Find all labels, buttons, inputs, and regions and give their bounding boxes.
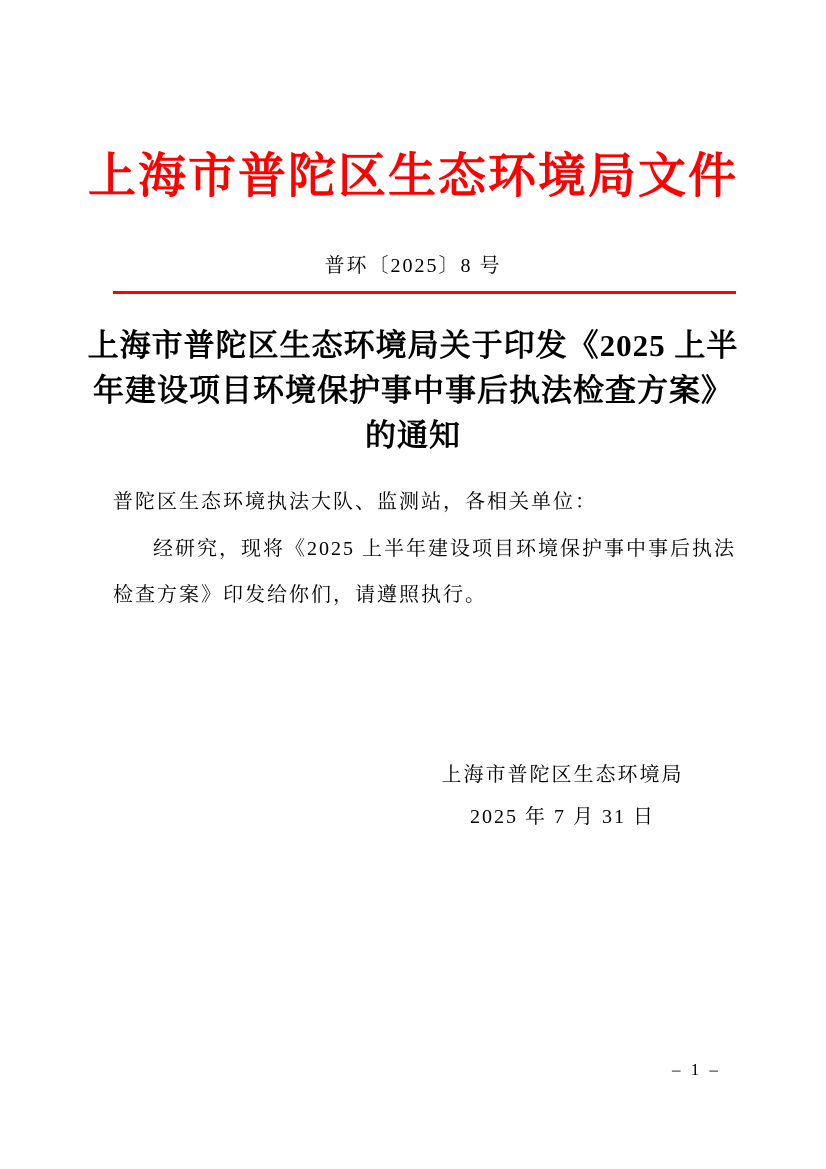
document-title <box>45 323 781 458</box>
doc-number: 普环〔2025〕8 号 <box>324 255 502 277</box>
document-title-line-3: 的通知 <box>365 418 461 453</box>
red-divider-line <box>113 291 736 294</box>
body-paragraph: 经研究，现将《2025 上半年建设项目环境保护事中事后执法检查方案》印发给你们，请遵照执行。 <box>113 537 736 606</box>
document-body <box>113 479 736 619</box>
page-number: – 1 – <box>672 1060 721 1079</box>
signature-date: 2025 年 7 月 31 日 <box>470 806 655 828</box>
salutation: 普陀区生态环境执法大队、监测站，各相关单位： <box>113 491 597 513</box>
signature-org: 上海市普陀区生态环境局 <box>441 764 684 786</box>
document-title-line-1: 上海市普陀区生态环境局关于印发《2025 上半 <box>87 328 739 363</box>
document-title-line-2: 年建设项目环境保护事中事后执法检查方案》 <box>93 373 733 408</box>
signature-block <box>440 754 685 838</box>
letterhead-title: 上海市普陀区生态环境局文件 <box>87 150 738 203</box>
